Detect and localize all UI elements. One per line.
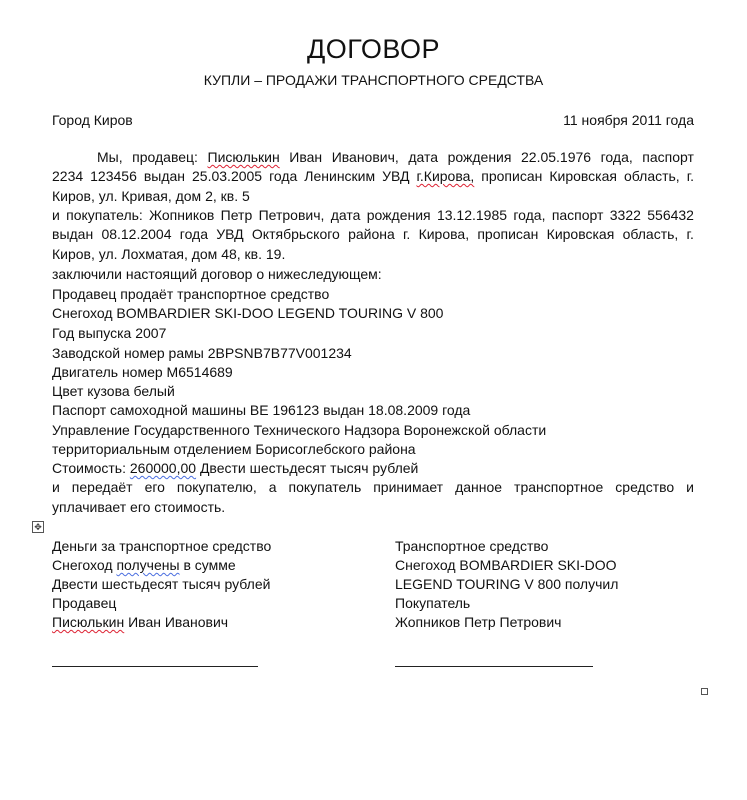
body-line-1: заключили настоящий договор о нижеследующем:	[52, 266, 382, 282]
vehicle-year: Год выпуска 2007	[52, 325, 167, 341]
right-block-line-3: LEGEND TOURING V 800 получил	[395, 576, 619, 592]
left-block-line-3: Двести шестьдесят тысяч рублей	[52, 576, 271, 592]
transfer-line-2: уплачивает его стоимость.	[52, 499, 226, 515]
price-amount: 260000,00	[129, 460, 197, 476]
buyer-signature-name: Жопников Петр Петрович	[395, 614, 562, 630]
contract-date: 11 ноября 2011 года	[563, 112, 694, 128]
buyer-label: Покупатель	[395, 595, 471, 611]
body-line-2: Продавец продаёт транспортное средство	[52, 286, 330, 302]
buyer-line-1: и покупатель: Жопников Петр Петрович, дата рождения 13.12.1985 года, паспорт 3322 556432	[52, 207, 694, 223]
vehicle-passport: Паспорт самоходной машины ВЕ 196123 выдан 18.08.2009 года	[52, 402, 471, 418]
issuing-department: территориальным отделением Борисоглебского района	[52, 441, 416, 457]
move-anchor-icon[interactable]: ✥	[32, 521, 44, 533]
right-block-line-1: Транспортное средство	[395, 538, 549, 554]
buyer-signature-line	[395, 666, 593, 667]
document-subtitle: КУПЛИ – ПРОДАЖИ ТРАНСПОРТНОГО СРЕДСТВА	[203, 72, 544, 88]
vehicle-frame-number: Заводской номер рамы 2BPSNB7B77V001234	[52, 345, 352, 361]
seller-line-3: Киров, ул. Кривая, дом 2, кв. 5	[52, 188, 250, 204]
price-words: Двести шестьдесят тысяч рублей	[199, 460, 419, 476]
buyer-line-2: выдан 08.12.2004 года УВД Октябрьского района г. Кирова, прописан Кировская область, г.	[52, 226, 694, 242]
seller-line-2: 2234 123456 выдан 25.03.2005 года Ленинским УВД г.Кирова, прописан Кировская область, г.	[52, 168, 694, 184]
document-title: ДОГОВОР	[306, 34, 440, 64]
seller-signature-line	[52, 666, 258, 667]
transfer-line-1: и передаёт его покупателю, а покупатель принимает данное транспортное средство и	[52, 479, 694, 495]
right-block-line-2: Снегоход BOMBARDIER SKI-DOO	[395, 557, 617, 573]
seller-surname: Писюлькин	[207, 149, 280, 165]
vehicle-color: Цвет кузова белый	[52, 383, 175, 399]
left-block-line-1: Деньги за транспортное средство	[52, 538, 272, 554]
buyer-line-3: Киров, ул. Лохматая, дом 48, кв. 19.	[52, 246, 286, 262]
vehicle-engine-number: Двигатель номер М6514689	[52, 364, 233, 380]
vehicle-model: Снегоход BOMBARDIER SKI-DOO LEGEND TOURING V 800	[52, 305, 444, 321]
seller-signature-name: Писюлькин Иван Иванович	[52, 614, 229, 630]
seller-label: Продавец	[52, 595, 117, 611]
price-line: Стоимость: 260000,00 Двести шестьдесят тысяч рублей	[52, 460, 419, 476]
resize-handle-icon[interactable]	[701, 688, 708, 695]
city: Город Киров	[52, 112, 133, 128]
left-block-line-2: Снегоход получены в сумме	[52, 557, 236, 573]
seller-line-1: Мы, продавец: Писюлькин Иван Иванович, дата рождения 22.05.1976 года, паспорт	[97, 149, 694, 165]
issuing-authority: Управление Государственного Технического Надзора Воронежской области	[52, 422, 547, 438]
